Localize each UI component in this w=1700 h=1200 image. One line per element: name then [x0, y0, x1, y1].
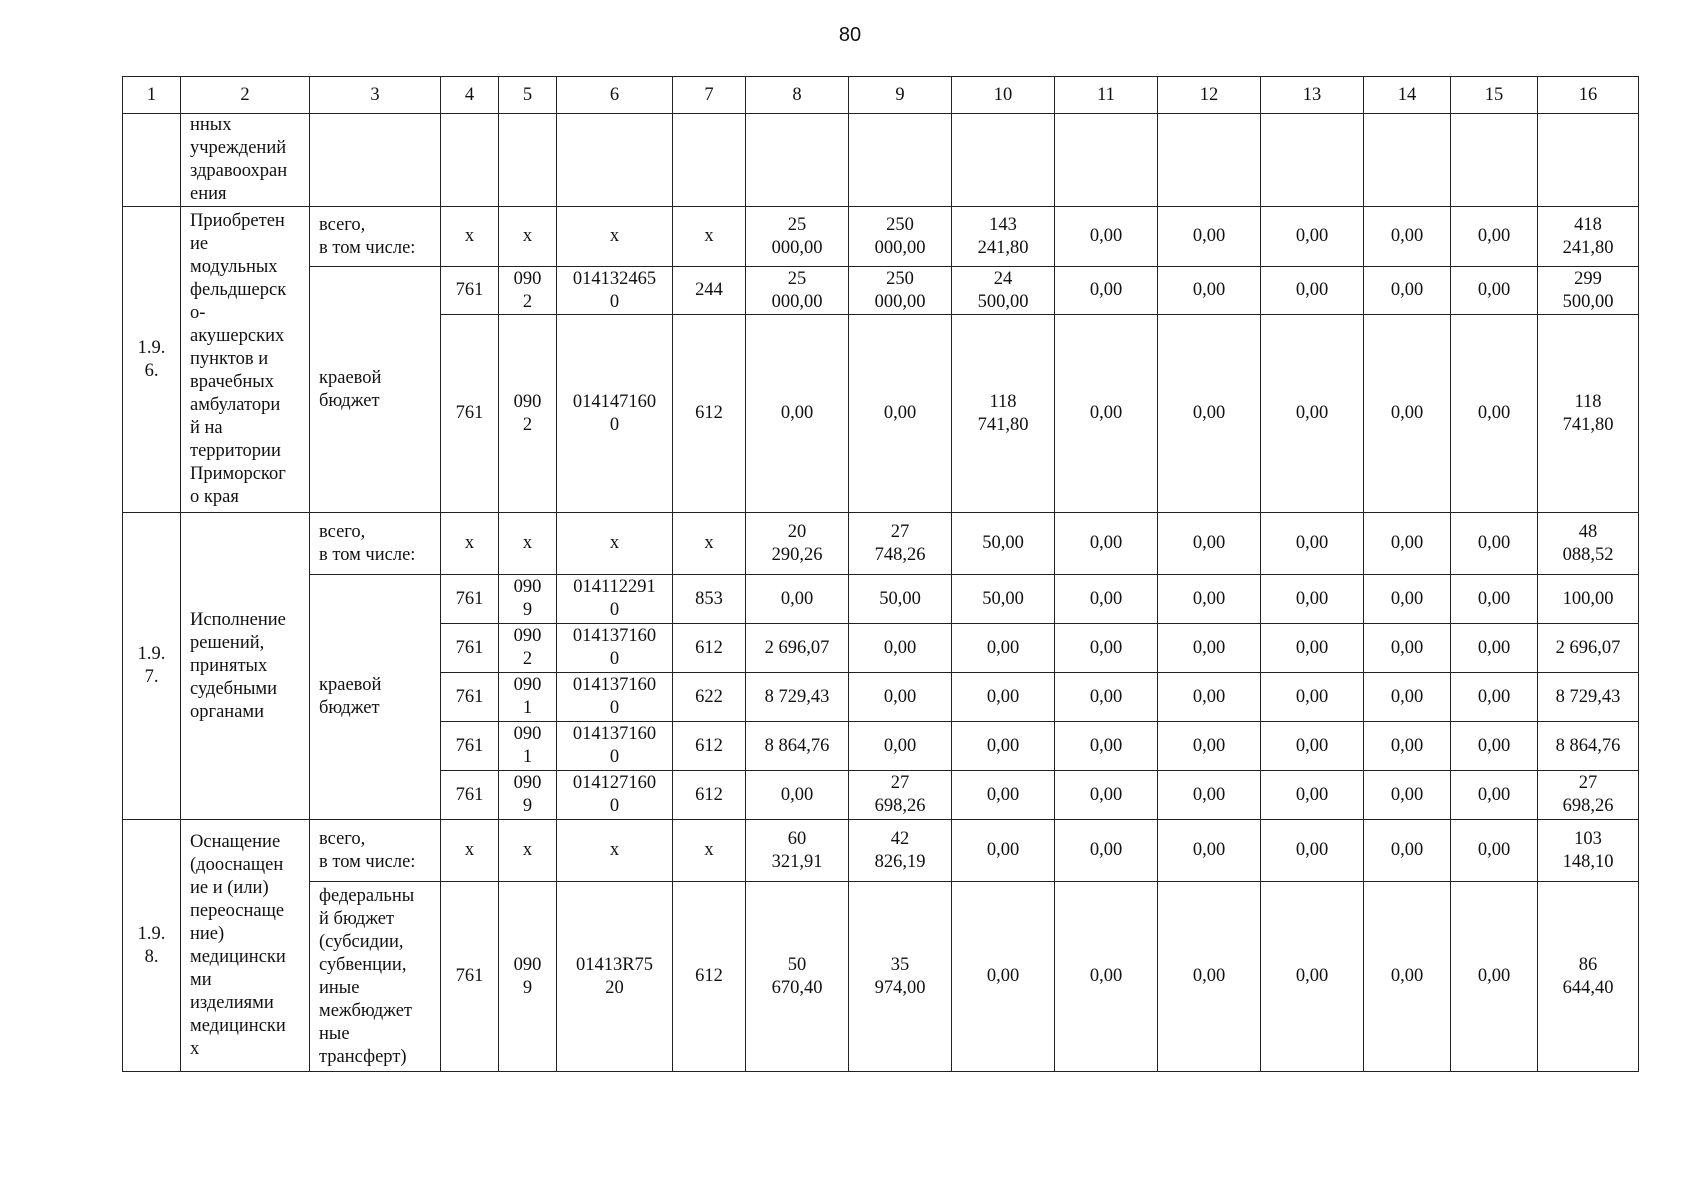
table-cell: 761: [441, 673, 499, 722]
table-cell: 0,00: [1451, 575, 1538, 624]
header-cell: 8: [746, 77, 849, 114]
table-cell: 0,00: [1261, 722, 1364, 771]
table-cell: 0,00: [1158, 207, 1261, 267]
table-cell: 0,00: [1451, 673, 1538, 722]
table-cell: 0,00: [1261, 882, 1364, 1072]
table-cell: 0,00: [1451, 771, 1538, 820]
table-cell: 27 698,26: [1538, 771, 1639, 820]
table-cell: 0,00: [1451, 624, 1538, 673]
table-cell: 761: [441, 882, 499, 1072]
header-cell: 13: [1261, 77, 1364, 114]
table-row: [123, 882, 1639, 1072]
table-cell: 761: [441, 624, 499, 673]
table-cell: 0,00: [1158, 820, 1261, 882]
table-cell: 0,00: [1261, 513, 1364, 575]
table-cell: 0,00: [1364, 673, 1451, 722]
source-label: всего, в том числе:: [310, 513, 441, 575]
header-cell: 16: [1538, 77, 1639, 114]
table-cell: 014127160 0: [557, 771, 673, 820]
table-cell: х: [499, 207, 557, 267]
continuation-name: нных учреждений здравоохран ения: [181, 114, 310, 207]
table-cell: 090 1: [499, 722, 557, 771]
header-row: [123, 77, 1639, 114]
table-cell: 014112291 0: [557, 575, 673, 624]
table-cell: 0,00: [1451, 820, 1538, 882]
table-cell: 01413R75 20: [557, 882, 673, 1072]
table-cell: 090 2: [499, 267, 557, 315]
table-cell: 0,00: [849, 624, 952, 673]
table-cell: 418 241,80: [1538, 207, 1639, 267]
table-cell: 0,00: [1158, 771, 1261, 820]
table-cell: 0,00: [1055, 673, 1158, 722]
table-cell: 2 696,07: [1538, 624, 1639, 673]
table-cell: 612: [673, 771, 746, 820]
table-cell: 014137160 0: [557, 624, 673, 673]
table-cell: 0,00: [1364, 207, 1451, 267]
table-cell: 014137160 0: [557, 673, 673, 722]
table-cell: 86 644,40: [1538, 882, 1639, 1072]
table-cell: 60 321,91: [746, 820, 849, 882]
header-cell: 12: [1158, 77, 1261, 114]
table-cell: 0,00: [1055, 722, 1158, 771]
table-cell: 0,00: [1261, 267, 1364, 315]
item-number: 1.9. 6.: [123, 207, 181, 513]
item-number: 1.9. 7.: [123, 513, 181, 820]
table-cell: 143 241,80: [952, 207, 1055, 267]
table-cell: 090 9: [499, 575, 557, 624]
table-cell: 761: [441, 267, 499, 315]
table-cell: 0,00: [1261, 207, 1364, 267]
table-cell: х: [441, 207, 499, 267]
table-cell: 103 148,10: [1538, 820, 1639, 882]
table-cell: х: [557, 207, 673, 267]
table-cell: 0,00: [1158, 624, 1261, 673]
table-cell: 0,00: [849, 722, 952, 771]
table-cell: х: [557, 513, 673, 575]
table-cell: х: [441, 513, 499, 575]
continuation-row: [123, 114, 1639, 207]
table-cell: 761: [441, 722, 499, 771]
table-cell: 0,00: [1364, 267, 1451, 315]
table-row: [123, 575, 1639, 624]
table-cell: 25 000,00: [746, 267, 849, 315]
table-cell: 27 698,26: [849, 771, 952, 820]
table-cell: 0,00: [1158, 882, 1261, 1072]
table-cell: 27 748,26: [849, 513, 952, 575]
table-cell: х: [673, 207, 746, 267]
table-cell: х: [499, 820, 557, 882]
table-cell: 0,00: [1451, 207, 1538, 267]
table-cell: 50,00: [952, 513, 1055, 575]
table-cell: 0,00: [952, 722, 1055, 771]
table-cell: 761: [441, 575, 499, 624]
item-name: Оснащение (дооснащен ие и (или) переоснаще ние) медицински ми изделиями медицински х: [181, 820, 310, 1072]
source-label: краевой бюджет: [310, 575, 441, 820]
table-cell: 0,00: [952, 771, 1055, 820]
table-row: [123, 207, 1639, 267]
table-cell: 014137160 0: [557, 722, 673, 771]
table-cell: 24 500,00: [952, 267, 1055, 315]
table-cell: 0,00: [1055, 771, 1158, 820]
table-cell: 0,00: [1364, 722, 1451, 771]
table-cell: 100,00: [1538, 575, 1639, 624]
table-cell: 0,00: [1364, 624, 1451, 673]
table-cell: 0,00: [1364, 513, 1451, 575]
table-cell: 0,00: [952, 624, 1055, 673]
table-cell: 0,00: [1158, 575, 1261, 624]
table-cell: 0,00: [952, 882, 1055, 1072]
table-cell: 090 9: [499, 882, 557, 1072]
item-name: Исполнение решений, принятых судебными органами: [181, 513, 310, 820]
header-cell: 7: [673, 77, 746, 114]
header-cell: 9: [849, 77, 952, 114]
table-cell: 0,00: [1055, 267, 1158, 315]
header-cell: 14: [1364, 77, 1451, 114]
source-label: всего, в том числе:: [310, 820, 441, 882]
header-cell: 4: [441, 77, 499, 114]
page-number: 80: [838, 24, 862, 46]
table-cell: х: [499, 513, 557, 575]
table-cell: 50,00: [849, 575, 952, 624]
table-row: [123, 513, 1639, 575]
header-cell: 15: [1451, 77, 1538, 114]
table-cell: х: [557, 820, 673, 882]
table-cell: 0,00: [1364, 882, 1451, 1072]
table-cell: 014147160 0: [557, 315, 673, 513]
table-cell: 090 2: [499, 315, 557, 513]
table-cell: 42 826,19: [849, 820, 952, 882]
table-cell: 8 729,43: [1538, 673, 1639, 722]
table-cell: 0,00: [1261, 624, 1364, 673]
table-cell: 250 000,00: [849, 267, 952, 315]
source-label: краевой бюджет: [310, 267, 441, 513]
table-cell: 244: [673, 267, 746, 315]
table-cell: 0,00: [746, 771, 849, 820]
table-cell: 853: [673, 575, 746, 624]
table-cell: 8 864,76: [1538, 722, 1639, 771]
table-cell: х: [441, 820, 499, 882]
table-cell: 0,00: [1158, 513, 1261, 575]
table-cell: 0,00: [1364, 575, 1451, 624]
item-number: 1.9. 8.: [123, 820, 181, 1072]
table-cell: 299 500,00: [1538, 267, 1639, 315]
table-cell: 612: [673, 315, 746, 513]
table-cell: 0,00: [1055, 513, 1158, 575]
table-cell: 612: [673, 624, 746, 673]
table-cell: 761: [441, 315, 499, 513]
table-cell: 0,00: [1364, 771, 1451, 820]
table-cell: 0,00: [952, 820, 1055, 882]
table-cell: 2 696,07: [746, 624, 849, 673]
header-cell: 6: [557, 77, 673, 114]
table-cell: 761: [441, 771, 499, 820]
table-cell: х: [673, 513, 746, 575]
table-cell: 0,00: [1451, 882, 1538, 1072]
table-cell: 0,00: [746, 315, 849, 513]
table-cell: 0,00: [1055, 624, 1158, 673]
table-cell: 090 2: [499, 624, 557, 673]
table-cell: 0,00: [1261, 673, 1364, 722]
table-cell: 0,00: [1158, 315, 1261, 513]
table-cell: 50 670,40: [746, 882, 849, 1072]
table-cell: 35 974,00: [849, 882, 952, 1072]
header-cell: 11: [1055, 77, 1158, 114]
table-cell: 0,00: [1055, 882, 1158, 1072]
table-cell: 0,00: [1451, 513, 1538, 575]
table-cell: 20 290,26: [746, 513, 849, 575]
table-cell: 0,00: [746, 575, 849, 624]
table-cell: 0,00: [1261, 820, 1364, 882]
table-cell: 0,00: [1158, 267, 1261, 315]
header-cell: 3: [310, 77, 441, 114]
table-cell: 0,00: [849, 673, 952, 722]
table-cell: 0,00: [1055, 820, 1158, 882]
source-label: всего, в том числе:: [310, 207, 441, 267]
header-cell: 2: [181, 77, 310, 114]
header-cell: 1: [123, 77, 181, 114]
table-cell: 0,00: [1055, 315, 1158, 513]
table-cell: 25 000,00: [746, 207, 849, 267]
table-cell: 622: [673, 673, 746, 722]
table-cell: 0,00: [1055, 575, 1158, 624]
table-cell: 090 1: [499, 673, 557, 722]
table-cell: 48 088,52: [1538, 513, 1639, 575]
table-cell: 0,00: [1451, 267, 1538, 315]
table-cell: 0,00: [1261, 575, 1364, 624]
budget-table: [122, 76, 1639, 1072]
table-row: [123, 267, 1639, 315]
table-cell: 118 741,80: [1538, 315, 1639, 513]
table-cell: 8 864,76: [746, 722, 849, 771]
item-name: Приобретен ие модульных фельдшерск о- акушерских пунктов и врачебных амбулатори й на территории Приморског о края: [181, 207, 310, 513]
table-row: [123, 820, 1639, 882]
table-cell: 0,00: [1158, 673, 1261, 722]
table-cell: х: [673, 820, 746, 882]
table-cell: 0,00: [1261, 315, 1364, 513]
table-cell: 0,00: [1055, 207, 1158, 267]
table-cell: 0,00: [1261, 771, 1364, 820]
table-cell: 250 000,00: [849, 207, 952, 267]
table-cell: 8 729,43: [746, 673, 849, 722]
table-cell: 612: [673, 882, 746, 1072]
source-label: федеральны й бюджет (субсидии, субвенции, иные межбюджет ные трансферт): [310, 882, 441, 1072]
table-cell: 612: [673, 722, 746, 771]
table-cell: 0,00: [1451, 315, 1538, 513]
header-cell: 10: [952, 77, 1055, 114]
table-cell: 0,00: [1364, 820, 1451, 882]
table-cell: 014132465 0: [557, 267, 673, 315]
table-cell: 0,00: [849, 315, 952, 513]
table-cell: 0,00: [1364, 315, 1451, 513]
table-cell: 0,00: [1158, 722, 1261, 771]
table-cell: 0,00: [1451, 722, 1538, 771]
table-cell: 118 741,80: [952, 315, 1055, 513]
header-cell: 5: [499, 77, 557, 114]
table-cell: 090 9: [499, 771, 557, 820]
table-cell: 0,00: [952, 673, 1055, 722]
table-cell: 50,00: [952, 575, 1055, 624]
